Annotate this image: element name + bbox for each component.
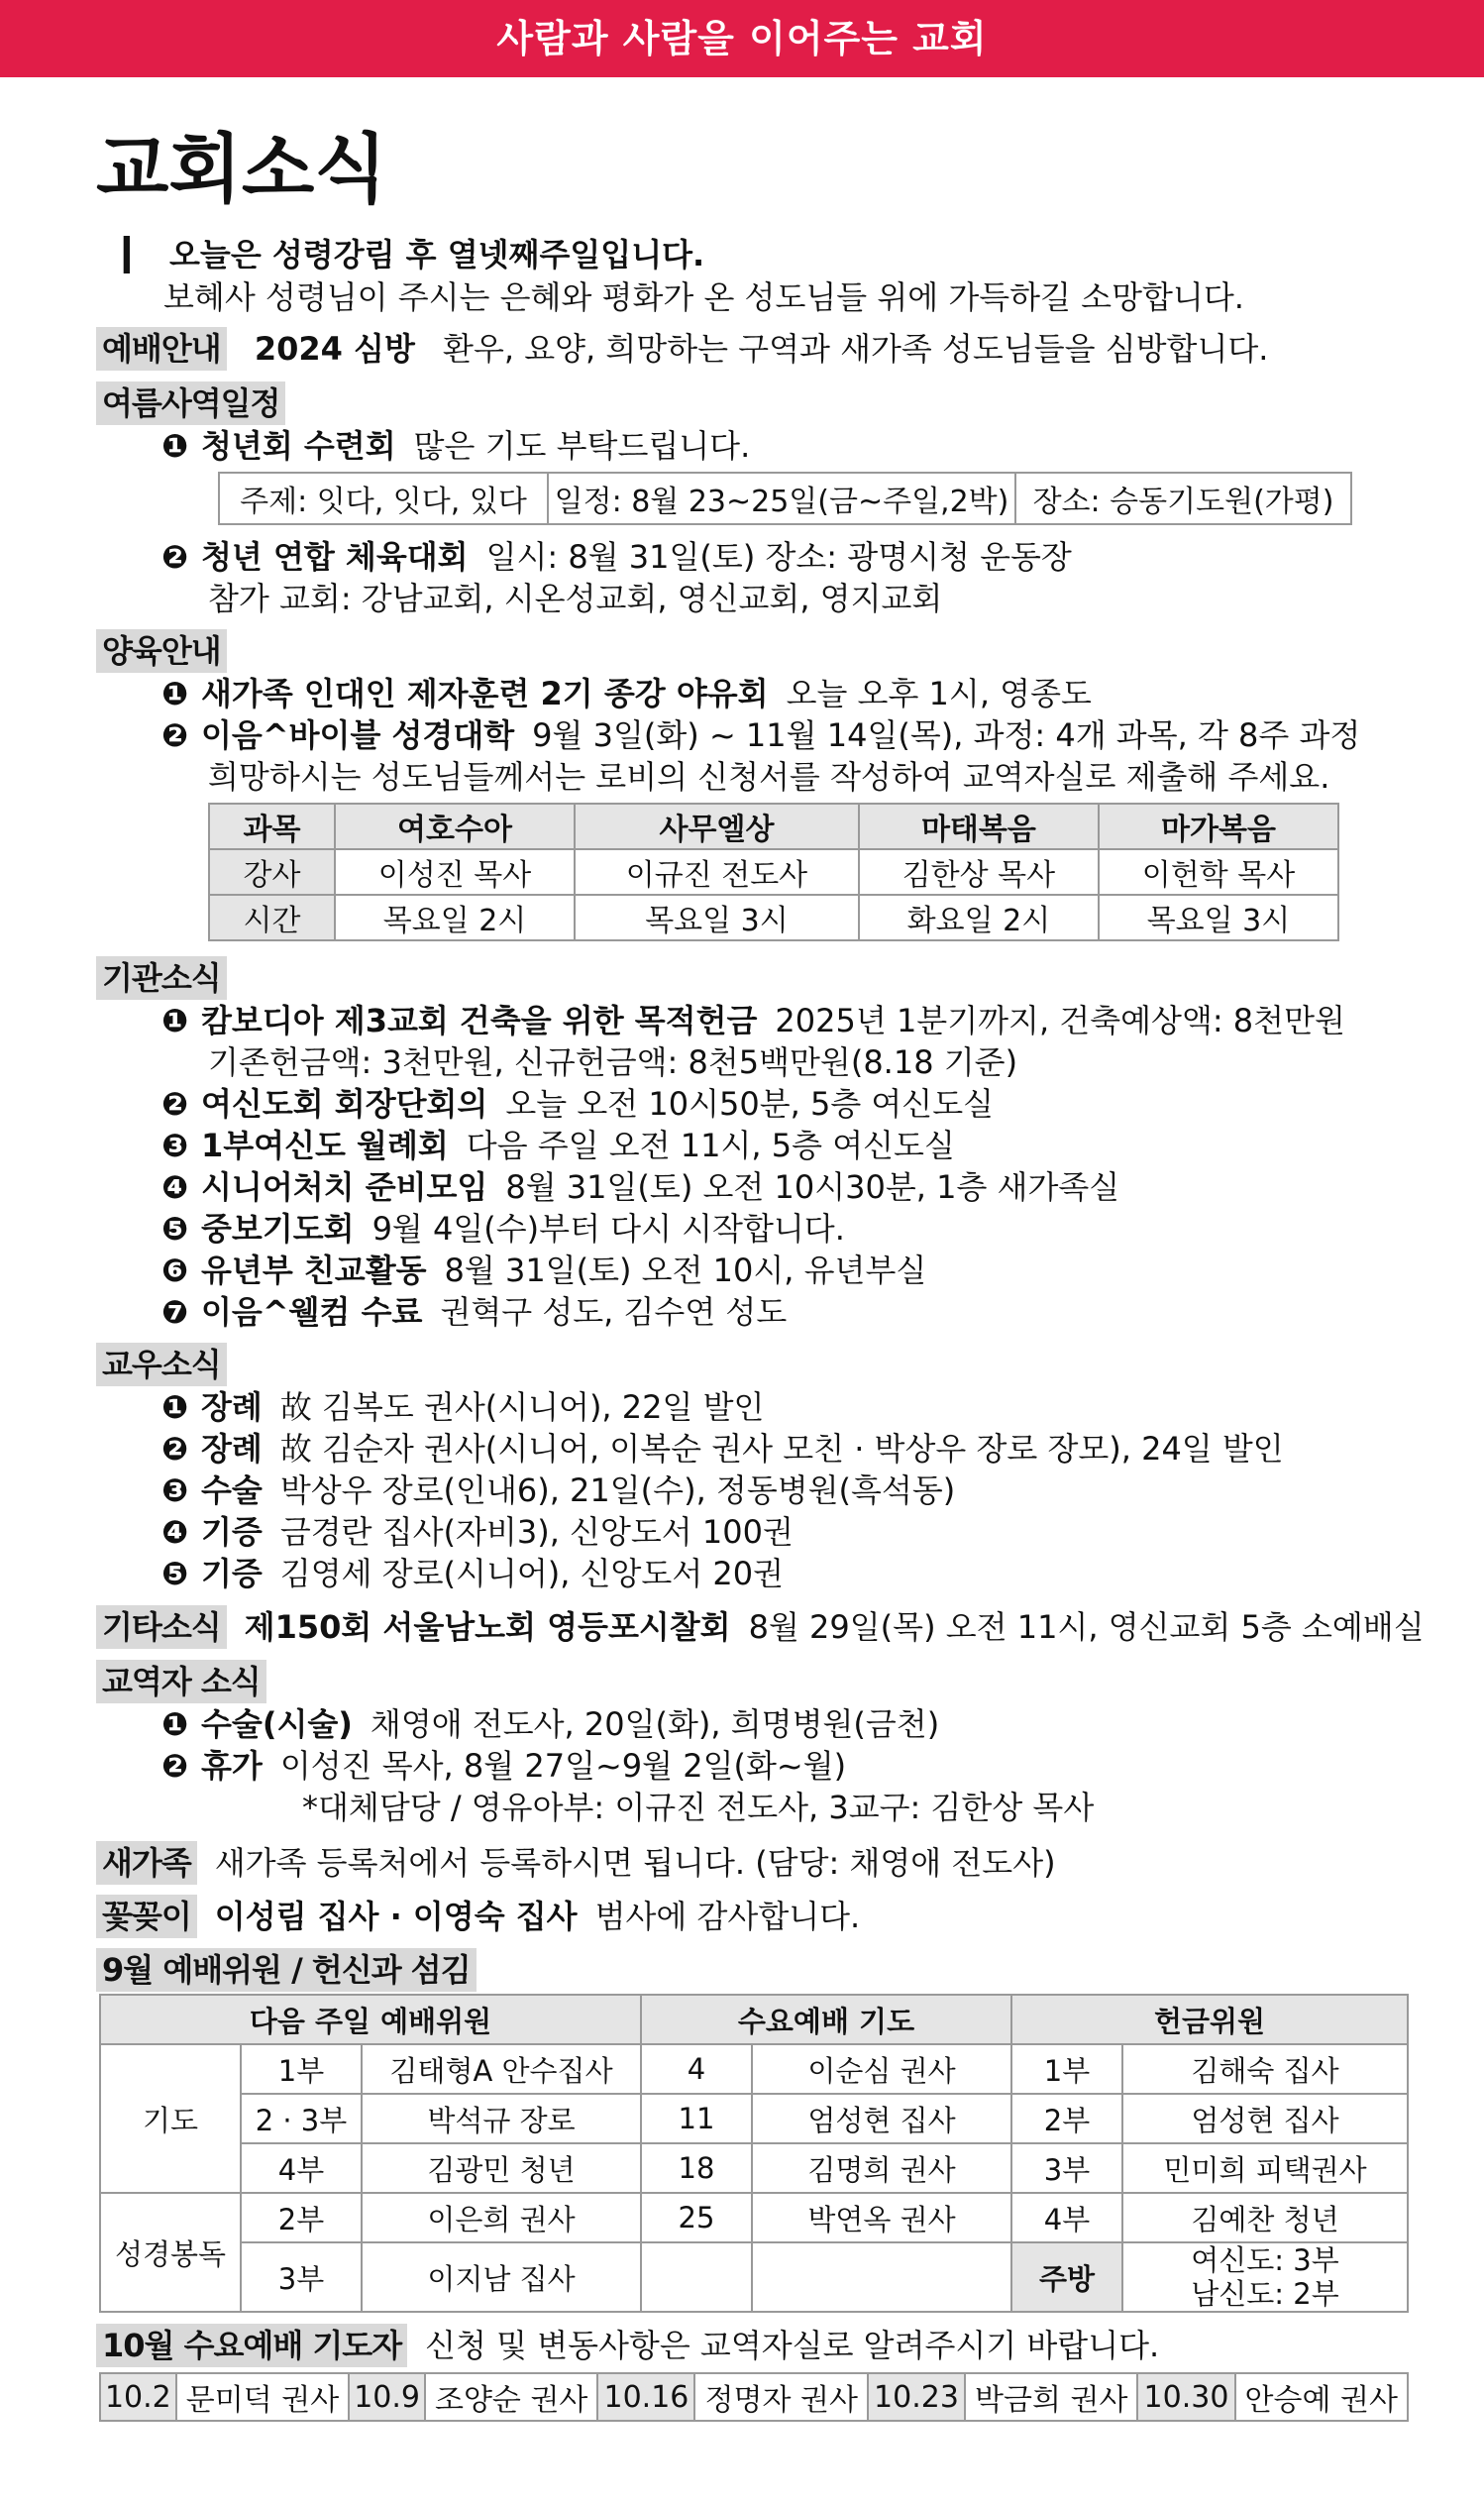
oct-section: 10월 수요예배 기도자 신청 및 변동사항은 교역자실로 알려주시기 바랍니다. bbox=[96, 2324, 1159, 2367]
nurture-item2-detail: 희망하시는 성도님들께서는 로비의 신청서를 작성하여 교역자실로 제출해 주세요. bbox=[208, 758, 1330, 796]
oct-prayer-table: 10.2 문미덕 권사 10.9 조양순 권사 10.16 정명자 권사 10.23 박금희 권사 10.30 안승예 권사 bbox=[99, 2372, 1409, 2422]
newfamily-section: 새가족 새가족 등록처에서 등록하시면 됩니다. (담당: 채영애 전도사) bbox=[96, 1841, 1056, 1885]
org-item1-detail: 기존헌금액: 3천만원, 신규헌금액: 8천5백만원(8.18 기준) bbox=[208, 1043, 1018, 1081]
members-section-label: 교우소식 bbox=[96, 1343, 227, 1386]
summer-item2: ❷ 청년 연합 체육대회 일시: 8월 31일(토) 장소: 광명시청 운동장 bbox=[161, 538, 1072, 576]
sept-schedule-table: 다음 주일 예배위원 수요예배 기도 헌금위원 기도 1부 김태형A 안수집사 4 이순심 권사 1부 김해숙 집사 2 · 3부 박석규 장로 11 엄성현 집사 2부 엄성현 집사 4부 김광민 청년 18 김명희 권사 3부 민미희 피택권사 성경봉독 2부 이은희 권사 25 박연옥 권사 4부 김예찬 청년 3부 이지남 집사 주방 여신도: 3부 남신도: 2부 bbox=[99, 1994, 1409, 2313]
org-item2: ❷ 여신도회 회장단회의 오늘 오전 10시50분, 5층 여신도실 bbox=[161, 1085, 995, 1123]
org-item7: ❼ 이음^웰컴 수료 권혁구 성도, 김수연 성도 bbox=[161, 1293, 788, 1331]
flowers-section: 꽃꽂이 이성림 집사 · 이영숙 집사 범사에 감사합니다. bbox=[96, 1895, 860, 1938]
worship-section: 예배안내 2024 심방 환우, 요양, 희망하는 구역과 새가족 성도님들을 심방합니다. bbox=[96, 327, 1268, 371]
members-item2: ❷ 장례 故 김순자 권사(시니어, 이복순 권사 모친 · 박상우 장로 장모), 24일 발인 bbox=[161, 1430, 1284, 1468]
org-item4: ❹ 시니어처치 준비모임 8월 31일(토) 오전 10시30분, 1층 새가족실 bbox=[161, 1168, 1120, 1206]
nurture-item1: ❶ 새가족 인대인 제자훈련 2기 종강 야유회 오늘 오후 1시, 영종도 bbox=[161, 675, 1092, 712]
members-item4: ❹ 기증 금경란 집사(자비3), 신앙도서 100권 bbox=[161, 1513, 794, 1551]
nurture-section-label: 양육안내 bbox=[96, 629, 227, 673]
org-section-label: 기관소식 bbox=[96, 956, 227, 1000]
org-item1: ❶ 캄보디아 제3교회 건축을 위한 목적헌금 2025년 1분기까지, 건축예상액: 8천만원 bbox=[161, 1002, 1345, 1039]
nurture-item2: ❷ 이음^바이블 성경대학 9월 3일(화) ~ 11월 14일(목), 과정: 4개 과목, 각 8주 과정 bbox=[161, 716, 1361, 754]
summer-item2-detail: 참가 교회: 강남교회, 시온성교회, 영신교회, 영지교회 bbox=[208, 580, 943, 617]
pastors-section-label: 교역자 소식 bbox=[96, 1660, 266, 1703]
members-item1: ❶ 장례 故 김복도 권사(시니어), 22일 발인 bbox=[161, 1388, 765, 1426]
summer-section-label: 여름사역일정 bbox=[96, 381, 285, 425]
retreat-table: 주제: 잇다, 잇다, 있다 일정: 8월 23~25일(금~주일,2박) 장소: 승동기도원(가평) bbox=[218, 472, 1352, 525]
page-title: 교회소식 bbox=[96, 125, 387, 213]
pastors-item2: ❷ 휴가 이성진 목사, 8월 27일~9월 2일(화~월) bbox=[161, 1747, 847, 1785]
org-item6: ❻ 유년부 친교활동 8월 31일(토) 오전 10시, 유년부실 bbox=[161, 1252, 927, 1289]
intro-line2: 보혜사 성령님이 주시는 은혜와 평화가 온 성도님들 위에 가득하길 소망합니다. bbox=[163, 278, 1244, 316]
header-banner: 사람과 사람을 이어주는 교회 bbox=[0, 0, 1484, 77]
pastors-item1: ❶ 수술(시술) 채영애 전도사, 20일(화), 희명병원(금천) bbox=[161, 1705, 940, 1743]
org-item5: ❺ 중보기도회 9월 4일(수)부터 다시 시작합니다. bbox=[161, 1210, 845, 1248]
members-item5: ❺ 기증 김영세 장로(시니어), 신앙도서 20권 bbox=[161, 1555, 785, 1592]
summer-item1: ❶ 청년회 수련회 많은 기도 부탁드립니다. bbox=[161, 427, 751, 465]
pastors-item2-detail: *대체담당 / 영유아부: 이규진 전도사, 3교구: 김한상 목사 bbox=[302, 1789, 1095, 1826]
bar-icon: ▎ bbox=[124, 236, 149, 273]
etc-section: 기타소식 제150회 서울남노회 영등포시찰회 8월 29일(목) 오전 11시, 영신교회 5층 소예배실 bbox=[96, 1605, 1425, 1649]
bible-college-table: 과목 여호수아 사무엘상 마태복음 마가복음 강사 이성진 목사 이규진 전도사 김한상 목사 이헌학 목사 시간 목요일 2시 목요일 3시 화요일 2시 목요일 3시 bbox=[208, 803, 1339, 941]
org-item3: ❸ 1부여신도 월례회 다음 주일 오전 11시, 5층 여신도실 bbox=[161, 1127, 955, 1164]
sept-section-label: 9월 예배위원 / 헌신과 섬김 bbox=[96, 1948, 477, 1992]
members-item3: ❸ 수술 박상우 장로(인내6), 21일(수), 정동병원(흑석동) bbox=[161, 1471, 956, 1509]
intro-line1: ▎ 오늘은 성령강림 후 열넷째주일입니다. bbox=[124, 233, 704, 276]
section-label: 예배안내 bbox=[96, 327, 227, 371]
